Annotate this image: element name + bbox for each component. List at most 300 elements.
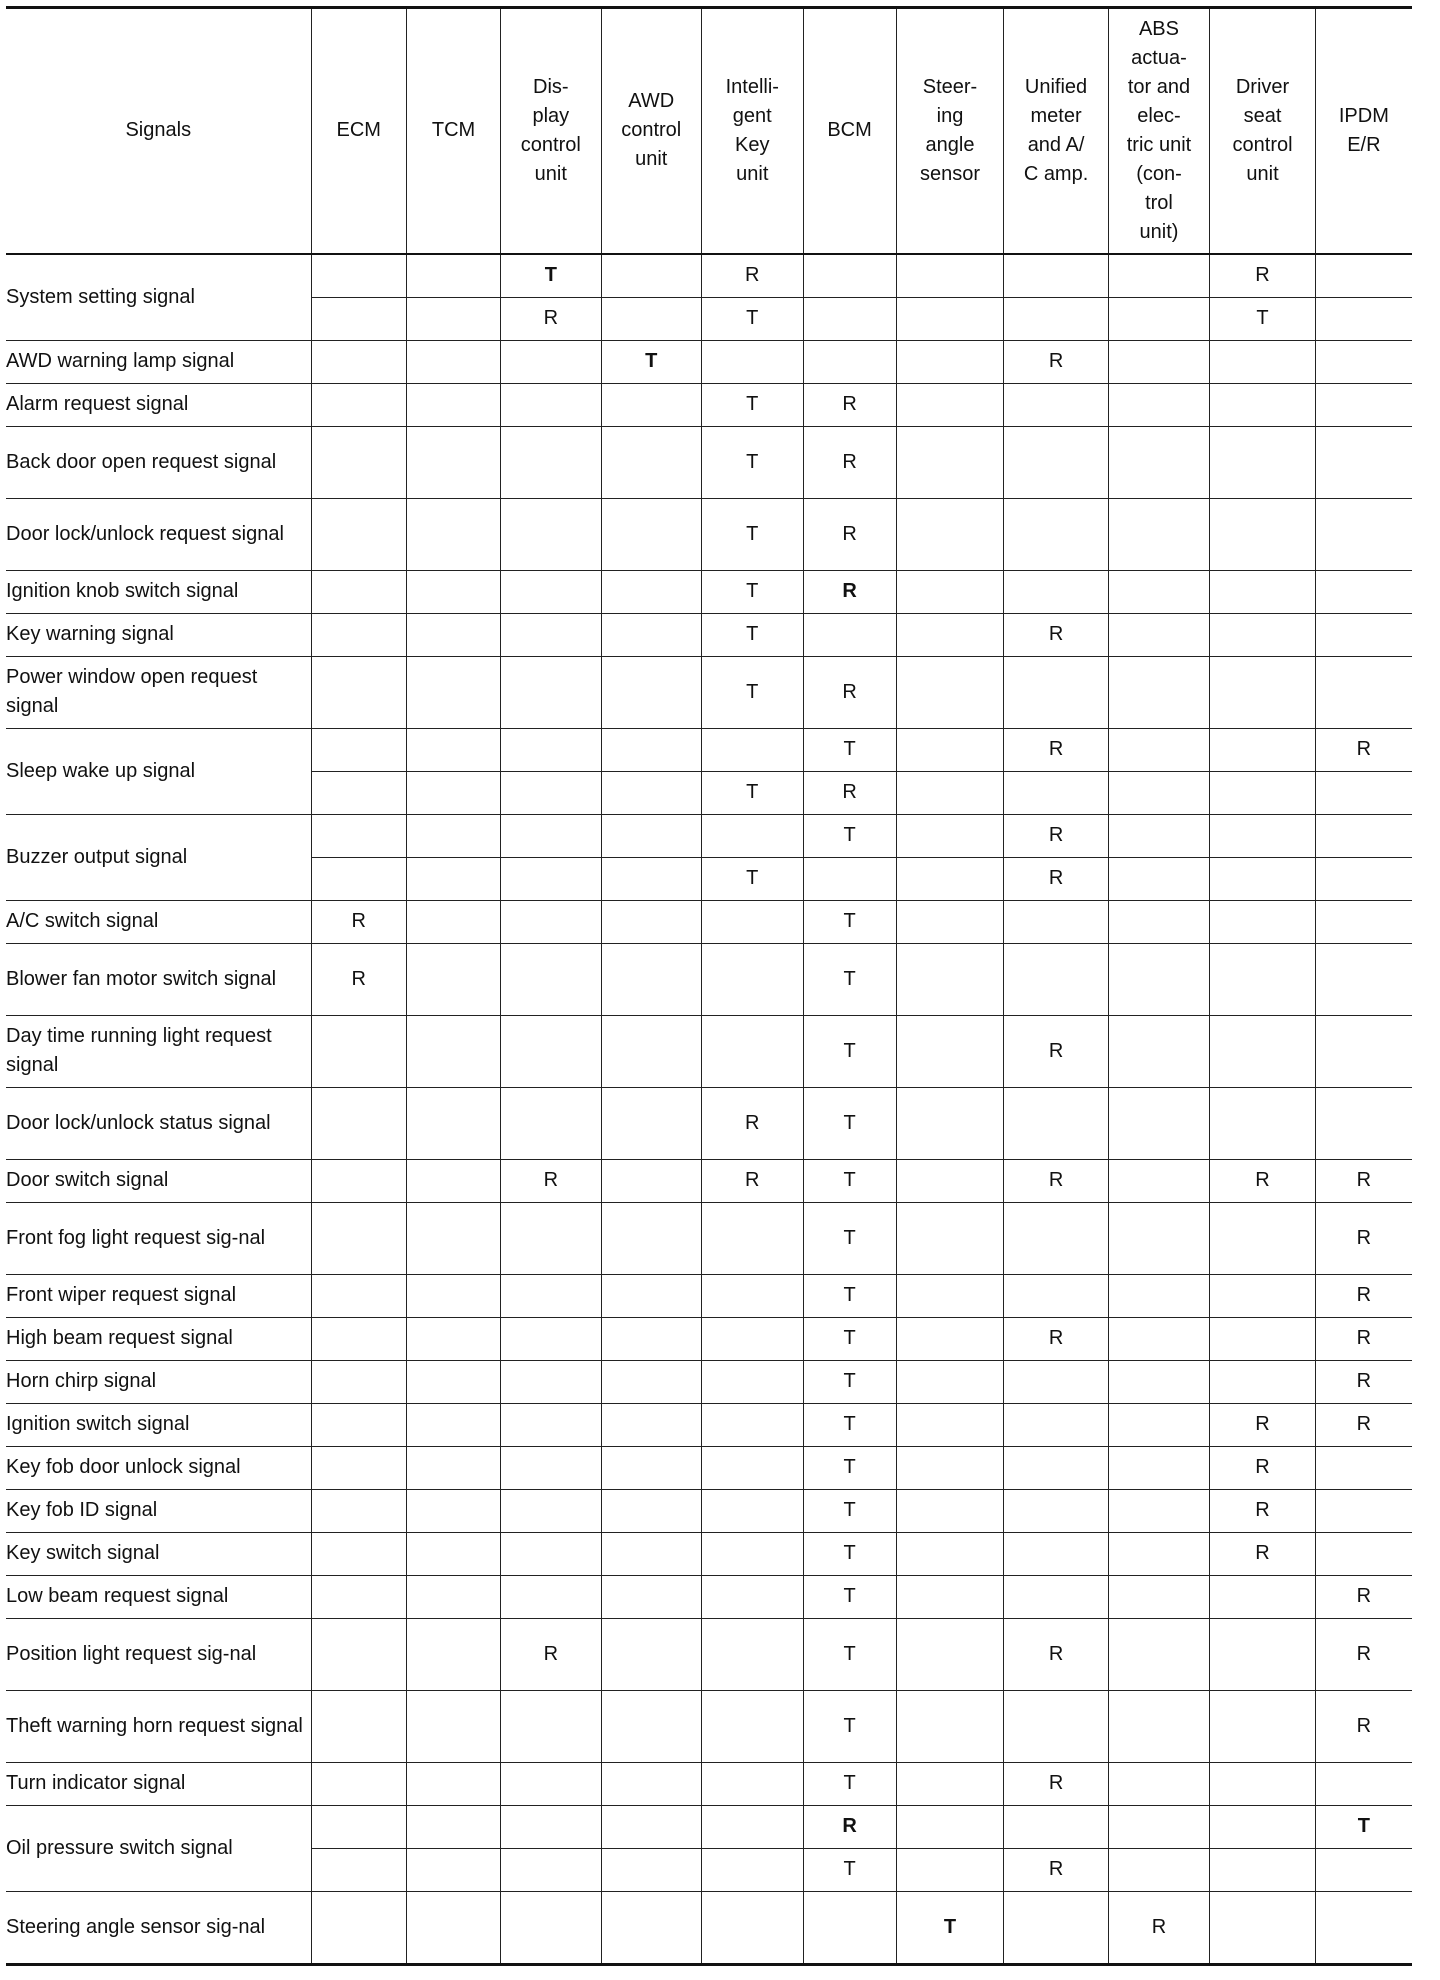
signal-mark-cell	[406, 771, 500, 814]
signal-name: Ignition knob switch signal	[6, 580, 239, 602]
signal-mark-cell	[501, 340, 601, 383]
column-header-display-control-unit: Dis- play control unit	[501, 8, 601, 254]
signal-mark-cell	[701, 340, 803, 383]
signal-name: Front wiper request signal	[6, 1284, 237, 1306]
signal-mark-cell	[406, 1489, 500, 1532]
signal-mark-cell	[1210, 1575, 1315, 1618]
signal-mark-cell: T	[803, 1575, 896, 1618]
signal-mark-cell	[311, 1762, 406, 1805]
table-row	[6, 426, 1412, 498]
signal-name-cell	[6, 340, 311, 383]
signal-mark-cell	[1315, 570, 1412, 613]
column-header-steering-angle-sensor: Steer- ing angle sensor	[896, 8, 1004, 254]
signal-mark-cell	[803, 857, 896, 900]
signal-mark-cell	[501, 1762, 601, 1805]
signal-mark-cell	[1108, 1618, 1210, 1690]
signal-mark-cell	[1004, 1690, 1108, 1762]
signal-mark-cell	[701, 1575, 803, 1618]
column-header-intelligent-key-unit: Intelli- gent Key unit	[701, 8, 803, 254]
table-row	[6, 613, 1412, 656]
signal-mark-cell: R	[1004, 814, 1108, 857]
signal-mark-cell: R	[1315, 1618, 1412, 1690]
signal-mark-cell	[601, 1690, 701, 1762]
signal-mark-cell	[701, 1848, 803, 1891]
signal-mark-cell	[601, 857, 701, 900]
signal-mark-cell: R	[1315, 1159, 1412, 1202]
signal-mark-cell	[406, 340, 500, 383]
signal-mark-cell	[501, 1360, 601, 1403]
signal-mark-cell	[1108, 1360, 1210, 1403]
signal-name: Ignition switch signal	[6, 1413, 190, 1435]
signal-mark-cell	[896, 1360, 1004, 1403]
signal-mark-cell	[406, 1805, 500, 1848]
signal-mark-cell	[1108, 1087, 1210, 1159]
signal-mark-cell: T	[803, 1317, 896, 1360]
signal-mark-cell: R	[701, 1087, 803, 1159]
signal-mark-cell: R	[803, 570, 896, 613]
signal-mark-cell	[501, 900, 601, 943]
signal-mark-cell: R	[1315, 1403, 1412, 1446]
signal-mark-cell: R	[1210, 254, 1315, 298]
signal-name-cell	[6, 1805, 311, 1891]
signal-mark-cell	[601, 297, 701, 340]
signal-mark-cell: T	[803, 1015, 896, 1087]
signal-mark-cell	[701, 1762, 803, 1805]
signal-mark-cell	[311, 1805, 406, 1848]
signal-name: Horn chirp signal	[6, 1370, 157, 1392]
signal-name-cell	[6, 1891, 311, 1964]
signal-name: Steering angle sensor sig-nal	[6, 1915, 266, 1938]
signal-mark-cell	[1108, 656, 1210, 728]
signal-mark-cell	[601, 1891, 701, 1964]
signal-mark-cell	[501, 1317, 601, 1360]
signal-mark-cell	[1210, 857, 1315, 900]
signal-mark-cell: R	[1315, 1360, 1412, 1403]
table-row	[6, 1274, 1412, 1317]
signal-mark-cell	[601, 1618, 701, 1690]
signal-mark-cell	[1210, 426, 1315, 498]
signal-mark-cell	[1108, 1159, 1210, 1202]
signal-name: Blower fan motor switch signal	[6, 967, 277, 990]
signal-mark-cell	[601, 1532, 701, 1575]
signal-mark-cell	[311, 498, 406, 570]
signal-mark-cell	[311, 297, 406, 340]
signal-name-cell	[6, 1575, 311, 1618]
signal-mark-cell	[501, 383, 601, 426]
table-row	[6, 1360, 1412, 1403]
signal-mark-cell	[601, 814, 701, 857]
signal-mark-cell	[1108, 771, 1210, 814]
signal-mark-cell	[601, 728, 701, 771]
signal-mark-cell	[1210, 1015, 1315, 1087]
signal-name-cell	[6, 1360, 311, 1403]
signal-mark-cell	[1108, 857, 1210, 900]
signal-mark-cell	[1315, 1087, 1412, 1159]
signal-mark-cell	[406, 1087, 500, 1159]
signal-mark-cell	[1210, 383, 1315, 426]
table-row	[6, 814, 1412, 857]
signal-mark-cell	[896, 1446, 1004, 1489]
signal-mark-cell	[311, 771, 406, 814]
signal-mark-cell	[501, 771, 601, 814]
signal-mark-cell	[406, 900, 500, 943]
signal-mark-cell: T	[1210, 297, 1315, 340]
signal-mark-cell	[406, 383, 500, 426]
signal-mark-cell	[896, 1317, 1004, 1360]
signal-mark-cell	[601, 613, 701, 656]
column-header-abs-actuator: ABS actua- tor and elec- tric unit (con- trol unit)	[1108, 8, 1210, 254]
signal-mark-cell	[1108, 1848, 1210, 1891]
signal-mark-cell	[311, 1489, 406, 1532]
signal-mark-cell	[501, 656, 601, 728]
signal-mark-cell	[311, 1690, 406, 1762]
signal-mark-cell	[1315, 297, 1412, 340]
signal-mark-cell	[1210, 1891, 1315, 1964]
signal-mark-cell	[896, 900, 1004, 943]
signal-name: Key fob ID signal	[6, 1499, 158, 1521]
signal-mark-cell	[406, 1446, 500, 1489]
signal-mark-cell	[1210, 1805, 1315, 1848]
table-row	[6, 570, 1412, 613]
signal-mark-cell	[1108, 1403, 1210, 1446]
table-row	[6, 1489, 1412, 1532]
signal-mark-cell	[1210, 1618, 1315, 1690]
signal-mark-cell: R	[1004, 1159, 1108, 1202]
column-header-ecm: ECM	[311, 8, 406, 254]
signal-mark-cell: T	[701, 383, 803, 426]
signal-name: Door lock/unlock request signal	[6, 522, 284, 545]
signal-mark-cell	[1210, 814, 1315, 857]
signal-mark-cell	[501, 1087, 601, 1159]
table-row	[6, 1202, 1412, 1274]
signal-mark-cell	[406, 1274, 500, 1317]
signal-mark-cell: R	[311, 900, 406, 943]
signal-mark-cell	[701, 1489, 803, 1532]
signal-mark-cell	[311, 254, 406, 298]
table-body	[6, 254, 1412, 1965]
signal-mark-cell	[406, 1317, 500, 1360]
signal-mark-cell	[896, 1202, 1004, 1274]
signal-mark-cell	[601, 498, 701, 570]
signal-mark-cell	[1004, 1805, 1108, 1848]
signal-mark-cell	[311, 426, 406, 498]
signal-mark-cell	[1108, 613, 1210, 656]
signal-mark-cell	[1315, 1446, 1412, 1489]
signal-mark-cell	[311, 814, 406, 857]
signal-name: Low beam request signal	[6, 1585, 229, 1607]
signal-name-cell	[6, 1015, 311, 1087]
signal-name-cell	[6, 943, 311, 1015]
signal-mark-cell: T	[1315, 1805, 1412, 1848]
signal-name-cell	[6, 1618, 311, 1690]
signal-mark-cell: T	[803, 814, 896, 857]
signal-mark-cell	[1004, 1202, 1108, 1274]
signal-mark-cell	[1108, 900, 1210, 943]
signal-mark-cell	[1108, 1202, 1210, 1274]
signal-mark-cell	[406, 1403, 500, 1446]
signal-mark-cell	[1004, 570, 1108, 613]
signal-name: Buzzer output signal	[6, 845, 188, 868]
signal-mark-cell: T	[803, 728, 896, 771]
signal-mark-cell: T	[803, 1159, 896, 1202]
signal-mark-cell	[1004, 254, 1108, 298]
signal-mark-cell	[1108, 1575, 1210, 1618]
table-row	[6, 1618, 1412, 1690]
signal-name-cell	[6, 1159, 311, 1202]
signal-mark-cell: R	[1108, 1891, 1210, 1964]
signal-mark-cell	[1004, 1403, 1108, 1446]
signal-mark-cell	[601, 900, 701, 943]
table-row	[6, 1532, 1412, 1575]
signal-mark-cell	[701, 943, 803, 1015]
signal-mark-cell	[803, 254, 896, 298]
signal-mark-cell: T	[803, 900, 896, 943]
signal-mark-cell	[1108, 1489, 1210, 1532]
signal-mark-cell	[311, 383, 406, 426]
signal-mark-cell	[1315, 1489, 1412, 1532]
signal-mark-cell	[601, 1489, 701, 1532]
table-row	[6, 1087, 1412, 1159]
signal-mark-cell	[1315, 383, 1412, 426]
signal-mark-cell: T	[803, 943, 896, 1015]
signal-mark-cell	[311, 1159, 406, 1202]
signal-mark-cell	[1108, 728, 1210, 771]
signal-table-container	[6, 6, 1412, 1966]
signal-mark-cell	[406, 613, 500, 656]
column-header-unified-meter: Unified meter and A/ C amp.	[1004, 8, 1108, 254]
signal-mark-cell	[1108, 1762, 1210, 1805]
can-signal-table	[6, 6, 1412, 1966]
signal-mark-cell	[1004, 297, 1108, 340]
signal-mark-cell	[896, 1403, 1004, 1446]
signal-name-cell	[6, 254, 311, 341]
table-row	[6, 1317, 1412, 1360]
signal-mark-cell	[1004, 1891, 1108, 1964]
signal-name: Back door open request signal	[6, 450, 277, 473]
signal-mark-cell: T	[803, 1202, 896, 1274]
signal-mark-cell	[311, 857, 406, 900]
signal-mark-cell: T	[701, 297, 803, 340]
signal-mark-cell	[311, 340, 406, 383]
signal-mark-cell	[1108, 1532, 1210, 1575]
signal-mark-cell: R	[311, 943, 406, 1015]
signal-mark-cell: R	[803, 1805, 896, 1848]
signal-mark-cell	[896, 1805, 1004, 1848]
signal-name-cell	[6, 1087, 311, 1159]
signal-mark-cell	[1315, 1532, 1412, 1575]
signal-mark-cell	[601, 1446, 701, 1489]
signal-name-cell	[6, 1202, 311, 1274]
signal-name-cell	[6, 383, 311, 426]
table-row	[6, 728, 1412, 771]
signal-name: Sleep wake up signal	[6, 759, 196, 782]
signal-mark-cell	[1210, 900, 1315, 943]
signal-mark-cell: T	[701, 570, 803, 613]
signal-mark-cell: R	[1315, 1317, 1412, 1360]
table-row	[6, 1762, 1412, 1805]
signal-mark-cell	[406, 857, 500, 900]
signal-mark-cell	[701, 1532, 803, 1575]
signal-name-cell	[6, 1317, 311, 1360]
signal-mark-cell	[501, 1805, 601, 1848]
signal-mark-cell	[701, 1360, 803, 1403]
signal-mark-cell	[601, 1317, 701, 1360]
signal-name: Turn indicator signal	[6, 1772, 186, 1794]
signal-mark-cell	[501, 1690, 601, 1762]
signal-mark-cell	[406, 814, 500, 857]
signal-mark-cell	[406, 498, 500, 570]
signal-name-cell	[6, 426, 311, 498]
signal-mark-cell	[896, 1159, 1004, 1202]
signal-mark-cell: T	[701, 857, 803, 900]
signal-mark-cell: R	[1315, 1690, 1412, 1762]
signal-mark-cell: R	[501, 1618, 601, 1690]
signal-mark-cell	[1004, 1360, 1108, 1403]
signal-mark-cell	[896, 1015, 1004, 1087]
signal-mark-cell: R	[803, 656, 896, 728]
signal-mark-cell	[601, 383, 701, 426]
signal-mark-cell	[1004, 383, 1108, 426]
signal-mark-cell	[896, 1274, 1004, 1317]
signal-mark-cell	[501, 498, 601, 570]
signal-mark-cell	[501, 728, 601, 771]
table-row	[6, 340, 1412, 383]
signal-mark-cell	[406, 656, 500, 728]
signal-mark-cell	[601, 1805, 701, 1848]
signal-mark-cell	[311, 1848, 406, 1891]
signal-mark-cell	[1004, 1532, 1108, 1575]
signal-mark-cell	[501, 1532, 601, 1575]
signal-mark-cell	[1108, 570, 1210, 613]
signal-mark-cell	[1315, 254, 1412, 298]
signal-mark-cell	[601, 1274, 701, 1317]
signal-mark-cell	[311, 728, 406, 771]
signal-mark-cell	[701, 1618, 803, 1690]
signal-name-cell	[6, 613, 311, 656]
signal-mark-cell	[406, 1848, 500, 1891]
signal-name-cell	[6, 728, 311, 814]
column-header-awd-control-unit: AWD control unit	[601, 8, 701, 254]
signal-mark-cell	[1004, 1575, 1108, 1618]
signal-mark-cell	[501, 1403, 601, 1446]
signal-mark-cell: T	[803, 1762, 896, 1805]
signal-mark-cell	[1210, 1274, 1315, 1317]
signal-mark-cell	[501, 814, 601, 857]
signal-mark-cell	[896, 857, 1004, 900]
signal-mark-cell	[311, 1446, 406, 1489]
signal-mark-cell: T	[601, 340, 701, 383]
signal-mark-cell	[601, 1762, 701, 1805]
signal-mark-cell	[1108, 498, 1210, 570]
signal-mark-cell	[1004, 943, 1108, 1015]
signal-mark-cell	[501, 857, 601, 900]
signal-mark-cell	[896, 1087, 1004, 1159]
signal-mark-cell	[1315, 426, 1412, 498]
signal-name: Key warning signal	[6, 623, 174, 645]
signal-mark-cell	[601, 1015, 701, 1087]
signal-mark-cell	[803, 297, 896, 340]
column-header-driver-seat-control-unit: Driver seat control unit	[1210, 8, 1315, 254]
signal-mark-cell	[896, 728, 1004, 771]
signal-mark-cell	[896, 426, 1004, 498]
table-row	[6, 1805, 1412, 1848]
signal-mark-cell: R	[1004, 1015, 1108, 1087]
signal-mark-cell	[311, 1360, 406, 1403]
signal-mark-cell	[701, 728, 803, 771]
signal-name: Oil pressure switch signal	[6, 1836, 233, 1859]
signal-mark-cell	[1004, 1446, 1108, 1489]
table-row	[6, 1891, 1412, 1964]
signal-mark-cell: T	[701, 771, 803, 814]
signal-mark-cell	[406, 1202, 500, 1274]
signal-mark-cell	[601, 943, 701, 1015]
signal-mark-cell	[501, 1848, 601, 1891]
signal-name: Key fob door unlock signal	[6, 1456, 241, 1478]
signal-name-cell	[6, 900, 311, 943]
signal-mark-cell	[896, 498, 1004, 570]
signal-mark-cell: R	[1004, 857, 1108, 900]
signal-mark-cell	[701, 1446, 803, 1489]
signal-mark-cell	[501, 613, 601, 656]
table-row	[6, 900, 1412, 943]
signal-mark-cell	[1315, 613, 1412, 656]
signal-mark-cell: T	[803, 1446, 896, 1489]
signal-mark-cell: T	[896, 1891, 1004, 1964]
signal-mark-cell	[1315, 1848, 1412, 1891]
signal-mark-cell	[1004, 1489, 1108, 1532]
signal-mark-cell	[701, 1690, 803, 1762]
signal-mark-cell	[501, 1489, 601, 1532]
signal-name: Day time running light request signal	[6, 1025, 272, 1076]
signal-mark-cell	[1210, 498, 1315, 570]
signal-name: Power window open request signal	[6, 666, 258, 717]
signal-mark-cell: R	[1315, 1202, 1412, 1274]
signal-mark-cell	[1004, 1274, 1108, 1317]
signal-mark-cell	[1210, 1848, 1315, 1891]
signal-mark-cell	[601, 1087, 701, 1159]
table-header-row	[6, 8, 1412, 254]
signal-name-cell	[6, 570, 311, 613]
signal-mark-cell	[803, 613, 896, 656]
signal-mark-cell	[1315, 814, 1412, 857]
signal-mark-cell	[1108, 1015, 1210, 1087]
signal-mark-cell	[1210, 771, 1315, 814]
signal-mark-cell	[1315, 900, 1412, 943]
signal-mark-cell	[1004, 771, 1108, 814]
signal-mark-cell	[701, 1274, 803, 1317]
signal-mark-cell: R	[803, 498, 896, 570]
signal-mark-cell	[1108, 383, 1210, 426]
signal-mark-cell	[311, 1618, 406, 1690]
signal-mark-cell	[1210, 613, 1315, 656]
signal-mark-cell: R	[803, 383, 896, 426]
signal-mark-cell	[896, 570, 1004, 613]
signal-mark-cell	[896, 1489, 1004, 1532]
signal-mark-cell	[1108, 1690, 1210, 1762]
signal-name: Alarm request signal	[6, 393, 189, 415]
signal-mark-cell	[311, 1403, 406, 1446]
signal-name: Theft warning horn request signal	[6, 1714, 303, 1737]
signal-mark-cell	[701, 1891, 803, 1964]
signal-mark-cell: T	[701, 656, 803, 728]
signal-mark-cell	[1108, 297, 1210, 340]
signal-mark-cell	[1108, 426, 1210, 498]
signal-mark-cell	[803, 1891, 896, 1964]
signal-name-cell	[6, 1446, 311, 1489]
signal-mark-cell	[1108, 1317, 1210, 1360]
signal-mark-cell	[406, 943, 500, 1015]
signal-mark-cell	[701, 900, 803, 943]
